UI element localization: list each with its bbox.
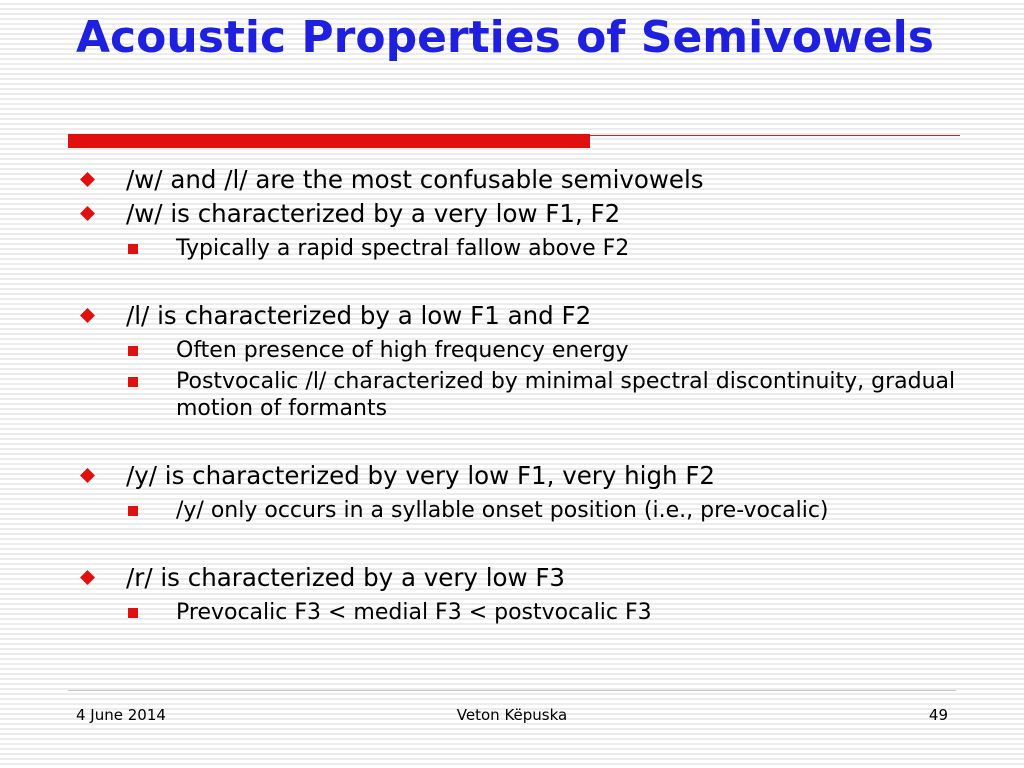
footer-date: 4 June 2014 <box>76 706 166 724</box>
bullet-text: /l/ is characterized by a low F1 and F2 <box>126 301 592 330</box>
sub-bullet-text: Prevocalic F3 < medial F3 < postvocalic F3 <box>176 600 652 625</box>
sub-bullet-text: /y/ only occurs in a syllable onset position (i.e., pre-vocalic) <box>176 498 829 523</box>
sub-bullet-item <box>76 235 956 262</box>
footer-divider <box>68 690 956 691</box>
title-underline-thick <box>68 134 590 148</box>
sub-bullet-text: Often presence of high frequency energy <box>176 338 629 363</box>
sub-bullet-item <box>76 337 956 364</box>
spacer <box>76 265 956 299</box>
slide-title: Acoustic Properties of Semivowels <box>76 12 934 63</box>
red-diamond-icon <box>80 206 95 221</box>
title-underline-thin <box>590 135 960 136</box>
sub-bullet-item <box>76 599 956 626</box>
sub-bullet-text: Typically a rapid spectral fallow above F2 <box>176 236 630 261</box>
red-diamond-icon <box>80 308 95 323</box>
bullet-text: /w/ is characterized by a very low F1, F2 <box>126 199 621 228</box>
spacer <box>76 527 956 561</box>
red-square-icon <box>128 506 138 516</box>
bullet-text: /w/ and /l/ are the most confusable semivowels <box>126 165 704 194</box>
red-diamond-icon <box>80 172 95 187</box>
sub-bullet-text: Postvocalic /l/ characterized by minimal spectral discontinuity, gradual motion of formants <box>176 369 956 421</box>
bullet-item <box>76 561 956 595</box>
red-diamond-icon <box>80 468 95 483</box>
bullet-list <box>76 163 956 629</box>
bullet-item <box>76 299 956 333</box>
bullet-item <box>76 197 956 231</box>
page-number: 49 <box>928 706 948 724</box>
bullet-text: /y/ is characterized by very low F1, very high F2 <box>126 461 716 490</box>
footer-author: Veton Këpuska <box>456 706 568 724</box>
spacer <box>76 425 956 459</box>
sub-bullet-item <box>76 368 956 422</box>
red-square-icon <box>128 346 138 356</box>
bullet-item <box>76 459 956 493</box>
red-square-icon <box>128 608 138 618</box>
bullet-item <box>76 163 956 197</box>
red-diamond-icon <box>80 570 95 585</box>
red-square-icon <box>128 377 138 387</box>
sub-bullet-item <box>76 497 956 524</box>
red-square-icon <box>128 244 138 254</box>
bullet-text: /r/ is characterized by a very low F3 <box>126 563 566 592</box>
